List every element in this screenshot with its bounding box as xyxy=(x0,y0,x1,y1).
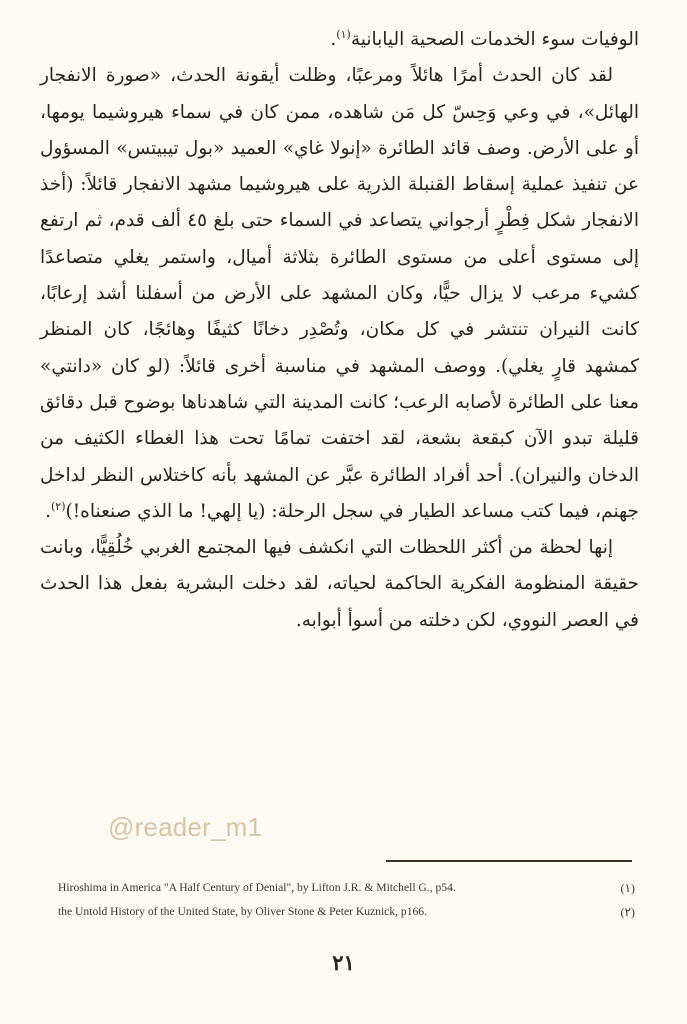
paragraph-1-end: . xyxy=(330,29,337,50)
footnote-item xyxy=(58,876,635,900)
footnote-ref-1[interactable]: (١) xyxy=(336,27,351,41)
paragraph-3-text: إنها لحظة من أكثر اللحظات التي انكشف فيها المجتمع الغربي خُلُقِيًّا، وبانت حقيقة المنظومة الفكرية الحاكمة لحياته، لقد دخلت البشرية بفعل هذا الحدث في العصر النووي، لكن دخلته من أسوأ أبوابه. xyxy=(40,537,639,631)
body-text xyxy=(40,22,639,639)
footnote-text: Hiroshima in America "A Half Century of Denial", by Lifton J.R. & Mitchell G., p54. xyxy=(58,881,456,894)
footnote-separator xyxy=(386,860,632,862)
paragraph-2-text: لقد كان الحدث أمرًا هائلاً ومرعبًا، وظلت أيقونة الحدث، «صورة الانفجار الهائل»، في وعي وَحِسّ كل مَن شاهده، ممن كان في سماء هيروشيما يومها، أو على الأرض. وصف قائد الطائرة «إنولا غاي» العميد «بول تيبيتس» المسؤول عن تنفيذ عملية إسقاط القنبلة الذرية على هيروشيما مشهد الانفجار قائلاً: (أخذ الانفجار شكل فِطْرٍ أرجواني يتصاعد في السماء حتى بلغ ٤٥ ألف قدم، ثم ارتفع إلى مستوى أعلى من مستوى الطائرة بثلاثة أميال، واستمر يغلي متصاعدًا كشيء مرعب لا يزال حيًّا، وكان المشهد على الأرض من أسفلنا أشد إرعابًا، كانت النيران تنتشر في كل مكان، وتُصْدِر دخانًا كثيفًا وهائجًا، كان المنظر كمشهد قارٍ يغلي). ووصف المشهد في مناسبة أخرى قائلاً: (لو كان «دانتي» معنا على الطائرة لأصابه الرعب؛ كانت المدينة التي شاهدناها بوضوح قبل دقائق قليلة تبدو الآن كبقعة بشعة، لقد اختفت تمامًا تحت هذا الغطاء الكثيف من الدخان والنيران). أحد أفراد الطائرة عبَّر عن المشهد بأنه كاختلاس النظر لداخل جهنم، فيما كتب مساعد الطيار في سجل الرحلة: (يا إلهي! ما الذي صنعناه!) xyxy=(40,65,639,522)
footnotes xyxy=(58,876,635,924)
footnote-ref-2[interactable]: (٢) xyxy=(51,499,66,513)
footnote-item xyxy=(58,900,635,924)
paragraph-2-end: . xyxy=(45,500,51,522)
footnote-text: the Untold History of the United State, by Oliver Stone & Peter Kuznick, p166. xyxy=(58,905,428,918)
paragraph-3 xyxy=(40,530,639,639)
footnote-number: (١) xyxy=(620,881,635,895)
paragraph-1-text: الوفيات سوء الخدمات الصحية اليابانية xyxy=(350,29,639,50)
footnote-number: (٢) xyxy=(620,905,635,919)
watermark: @reader_m1 xyxy=(108,812,263,842)
paragraph-2 xyxy=(40,58,639,530)
paragraph-continuation xyxy=(40,22,639,58)
page-number: ٢١ xyxy=(332,950,355,975)
